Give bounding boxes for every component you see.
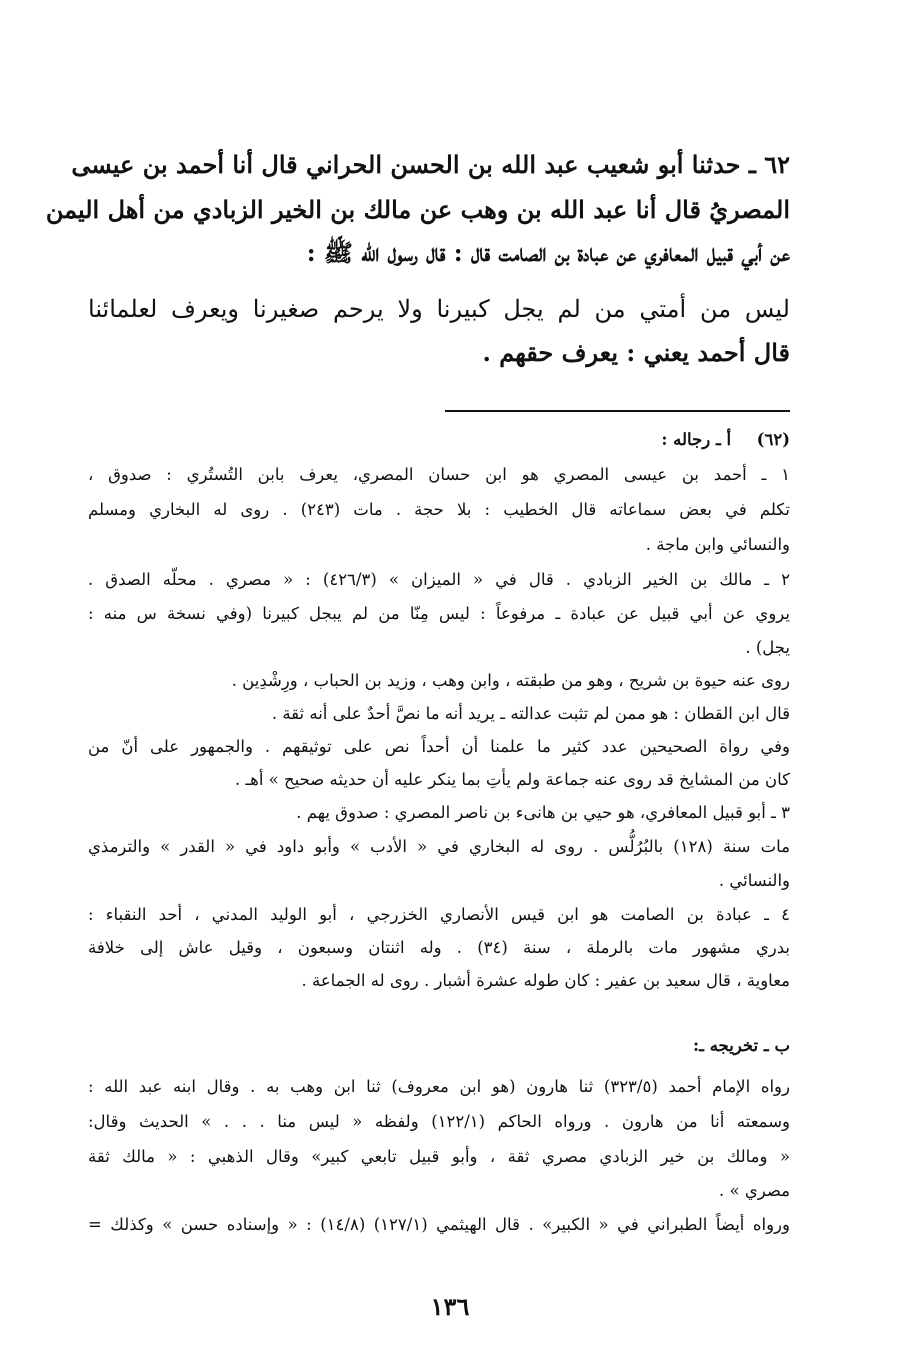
footnote-line: والنسائي .: [718, 871, 790, 890]
footnote-line: مصري » .: [719, 1181, 790, 1200]
footnote-line: ورواه أيضاً الطبراني في « الكبير» . قال الهيثمي (١٢٧/١) (١٤/٨) : « وإسناده حسن » وكذلك =: [88, 1215, 790, 1234]
section-heading: أ ـ رجاله :: [661, 430, 732, 449]
section-heading: ب ـ تخريجه ـ:: [693, 1036, 790, 1055]
footnote-line: معاوية ، قال سعيد بن عفير : كان طوله عشرة أشبار . روى له الجماعة .: [301, 971, 790, 990]
footnote-line: والنسائي وابن ماجة .: [645, 535, 790, 554]
hadith-line: ٦٢ ـ حدثنا أبو شعيب عبد الله بن الحسن الحراني قال أنا أحمد بن عيسى: [71, 150, 790, 179]
footnote-line: وفي رواة الصحيحين عدد كثير ما علمنا أن أحداً نص على توثيقهم . والجمهور على أنّ من: [88, 737, 790, 756]
footnote-line: ٤ ـ عبادة بن الصامت هو ابن قيس الأنصاري الخزرجي ، أبو الوليد المدني ، أحد النقباء :: [88, 905, 790, 924]
footnote-line: قال ابن القطان : هو ممن لم تثبت عدالته ـ يريد أنه ما نصَّ أحدٌ على أنه ثقة .: [271, 704, 790, 723]
footnote-line: مات سنة (١٢٨) بالبُرُلُّس . روى له البخاري في « الأدب » وأبو داود في « القدر » والترمذي: [88, 837, 790, 856]
footnote-line: يجل) .: [745, 638, 790, 657]
footnote-line: رواه الإمام أحمد (٣٢٣/٥) ثنا هارون (هو ابن معروف) ثنا ابن وهب به . وقال ابنه عبد الله :: [88, 1077, 790, 1096]
footnote-number: (٦٢): [756, 430, 790, 449]
footnote-line: ٣ ـ أبو قبيل المعافري، هو حيي بن هانىء بن ناصر المصري : صدوق يهم .: [296, 803, 790, 822]
footnote-line: يروي عن أبي قبيل عن عبادة ـ مرفوعاً : ليس مِنّا من لم يبجل كبيرنا (وفي نسخة س منه :: [88, 604, 790, 623]
footnote-line: تكلم في بعض سماعاته قال الخطيب : بلا حجة . مات (٢٤٣) . روى له البخاري ومسلم: [88, 500, 790, 519]
footnote-line: وسمعته أنا من هارون . ورواه الحاكم (١٢٢/١) ولفظه « ليس منا . . . » الحديث وقال:: [88, 1112, 790, 1131]
hadith-line: قال أحمد يعني : يعرف حقهم .: [482, 338, 790, 367]
hadith-line: عن أبي قبيل المعافري عن عبادة بن الصامت قال : قال رسول الله ﷺ :: [306, 238, 790, 267]
footnote-line: ١ ـ أحمد بن عيسى المصري هو ابن حسان المصري، يعرف بابن التُستُري : صدوق ،: [88, 465, 790, 484]
footnote-line: ٢ ـ مالك بن الخير الزبادي . قال في « الميزان » (٤٢٦/٣) : « مصري . محلّه الصدق .: [88, 570, 790, 589]
footnote-line: روى عنه حيوة بن شريح ، وهو من طبقته ، وابن وهب ، وزيد بن الحباب ، ورِشْدِين .: [231, 671, 790, 690]
page-number: ١٣٦: [430, 1292, 470, 1321]
footnote-line: بدري مشهور مات بالرملة ، سنة (٣٤) . وله اثنتان وسبعون ، وقيل عاش إلى خلافة: [88, 938, 790, 957]
footnote-line: « ومالك بن خير الزبادي مصري ثقة ، وأبو قبيل تابعي كبير» وقال الذهبي : « مالك ثقة: [88, 1147, 790, 1166]
footnote-header: [88, 430, 790, 449]
hadith-line: المصريُ قال أنا عبد الله بن وهب عن مالك بن الخير الزبادي من أهل اليمن: [45, 195, 790, 224]
footnote-separator: [445, 410, 790, 412]
hadith-matn-line: ليس من أمتي من لم يجل كبيرنا ولا يرحم صغيرنا ويعرف لعلمائنا: [88, 295, 790, 323]
footnote-line: كان من المشايخ قد روى عنه جماعة ولم يأتِ بما ينكر عليه أن حديثه صحيح » أهـ .: [234, 770, 790, 789]
